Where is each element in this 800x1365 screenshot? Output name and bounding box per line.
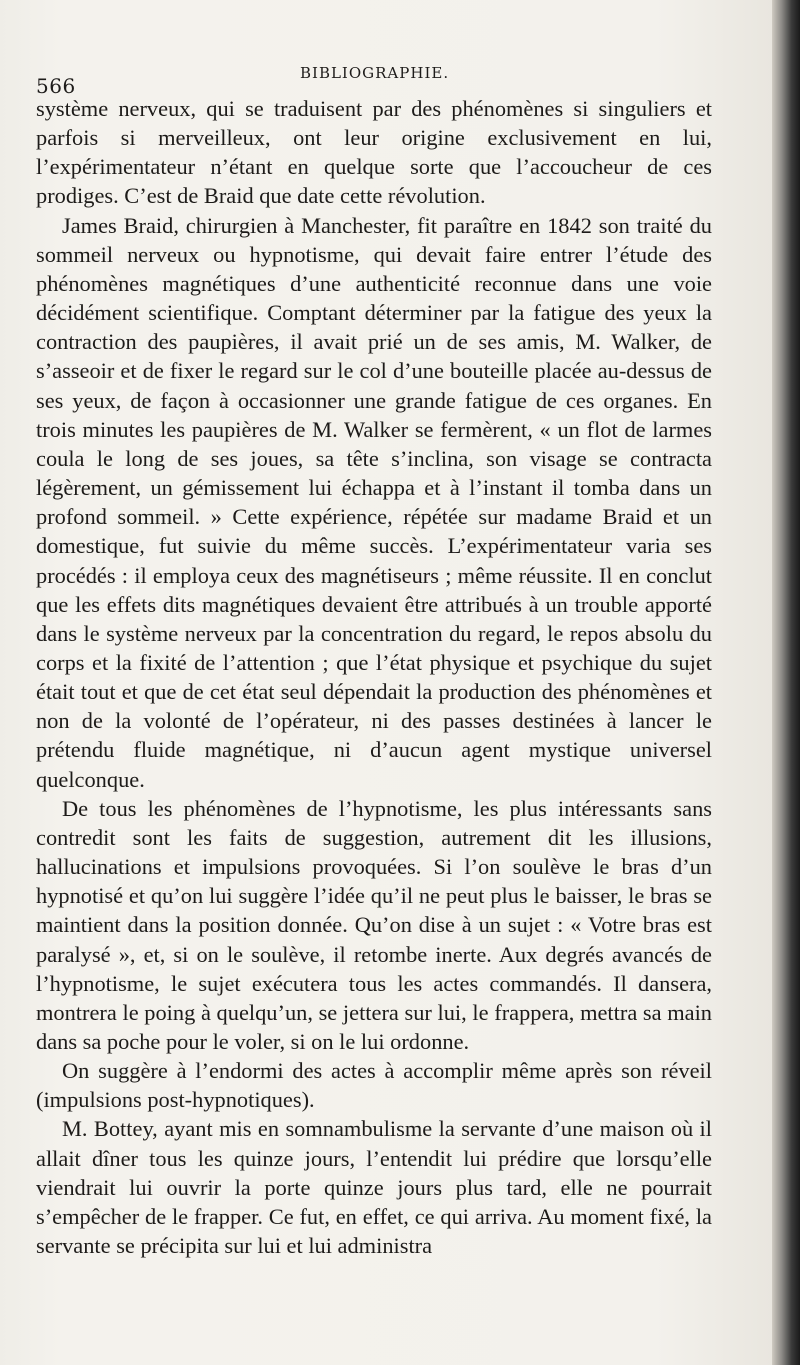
page-header — [36, 54, 712, 98]
paragraph-4: On suggère à l’endormi des actes à accomplir même après son réveil (impulsions post-hypnotiques). — [36, 1058, 712, 1113]
paragraph-3: De tous les phénomènes de l’hypnotisme, les plus intéressants sans contredit sont les faits de suggestion, autrement dit les illusions, hallucinations et impulsions provoquées. Si l’on soulève le bras d’un hypnotisé et qu’on lui suggère l’idée qu’il ne peut plus le baisser, le bras se maintient dans la position donnée. Qu’on dise à un sujet : « Votre bras est paralysé », et, si on le soulève, il retombe inerte. Aux degrés avancés de l’hypnotisme, le sujet exécutera tous les actes commandés. Il dansera, montrera le poing à quelqu’un, se jettera sur lui, le frappera, mettra sa main dans sa poche pour le voler, si on le lui ordonne. — [36, 795, 712, 1054]
running-head: BIBLIOGRAPHIE. — [300, 64, 450, 82]
paragraph-1: système nerveux, qui se traduisent par des phénomènes si singuliers et parfois si merveilleux, ont leur origine exclusivement en lui, l’expérimentateur n’étant en quelque sorte que l’accoucheur de ces prodiges. C’est de Braid que date cette révolution. — [36, 96, 712, 209]
paragraph-5: M. Bottey, ayant mis en somnambulisme la servante d’une maison où il allait dîner tous les quinze jours, l’entendit lui prédire que lorsqu’elle viendrait lui ouvrir la porte quinze jours plus tard, elle ne pourrait s’empêcher de le frapper. Ce fut, en effet, ce qui arriva. Au moment fixé, la servante se précipita sur lui et lui administra — [36, 1116, 712, 1259]
page-edge-shadow — [772, 0, 800, 1365]
body-text — [36, 94, 712, 1260]
page-number: 566 — [36, 74, 76, 98]
paragraph-2: James Braid, chirurgien à Manchester, fit paraître en 1842 son traité du sommeil nerveux ou hypnotisme, qui devait faire entrer l’étude des phénomènes magnétiques d’une authenticité reconnue dans une voie décidément scientifique. Comptant déterminer par la fatigue des yeux la contraction des paupières, il avait prié un de ses amis, M. Walker, de s’asseoir et de fixer le regard sur le col d’une bouteille placée au-dessus de ses yeux, de façon à occasionner une grande fatigue de ces organes. En trois minutes les paupières de M. Walker se fermèrent, « un flot de larmes coula le long de ses joues, sa tête s’inclina, son visage se contracta légèrement, un gémissement lui échappa et à l’instant il tomba dans un profond sommeil. » Cette expérience, répétée sur madame Braid et un domestique, fut suivie du même succès. L’expérimentateur varia ses procédés : il employa ceux des magnétiseurs ; même réussite. Il en conclut que les effets dits magnétiques devaient être attribués à un trouble apporté dans le système nerveux par la concentration du regard, le repos absolu du corps et la fixité de l’attention ; que l’état physique et psychique du sujet était tout et que de cet état seul dépendait la production des phénomènes et non de la volonté de l’opérateur, ni des passes destinées à lancer le prétendu fluide magnétique, ni d’aucun agent mystique universel quelconque. — [36, 212, 712, 792]
